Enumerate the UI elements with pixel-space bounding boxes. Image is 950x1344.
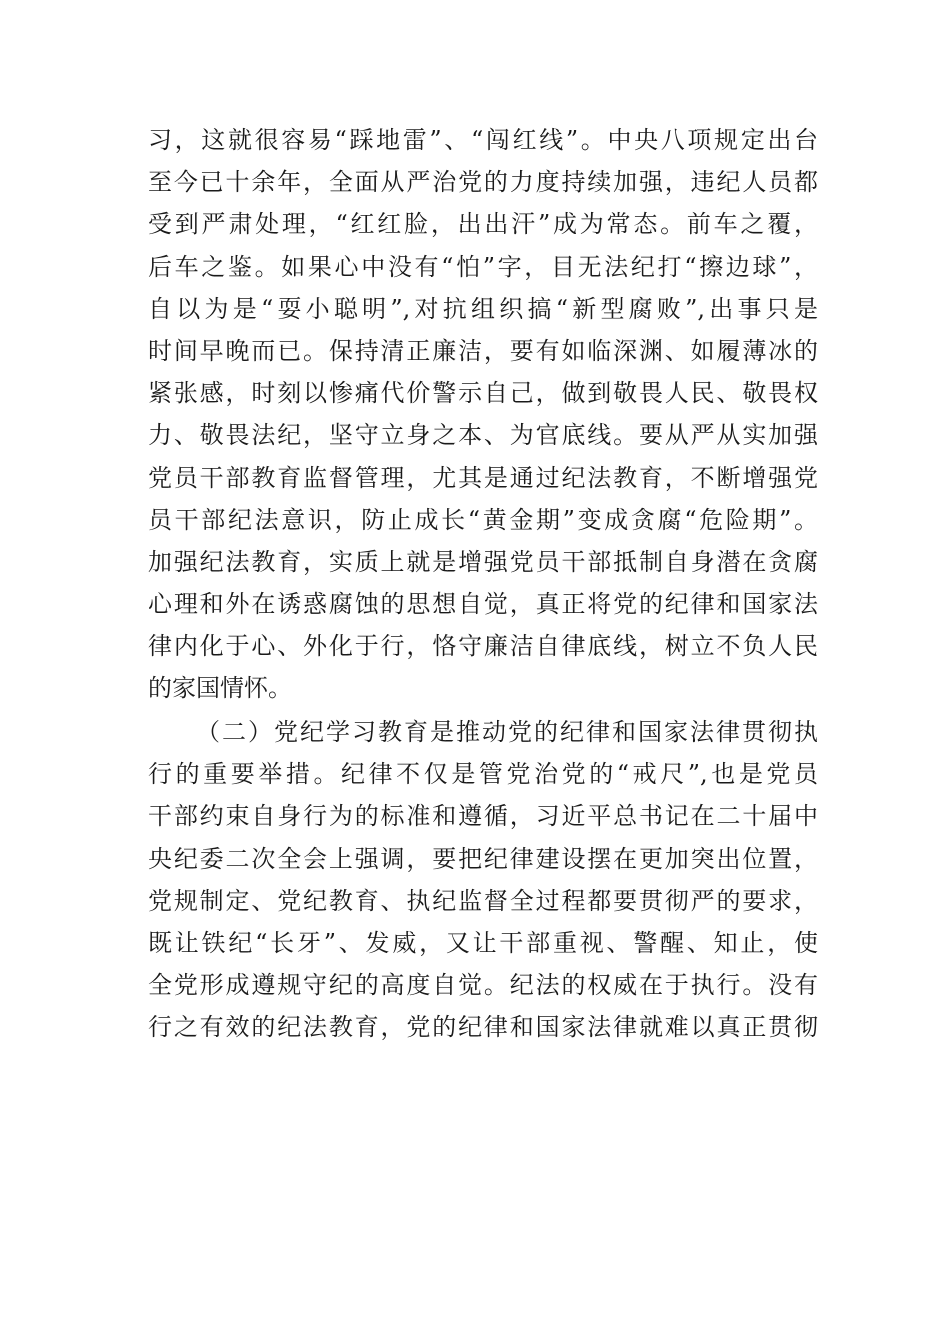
text-line: 干部约束自身行为的标准和遵循，习近平总书记在二十届中 [148, 802, 818, 831]
text-line: 律内化于心、外化于行，恪守廉洁自律底线，树立不负人民 [148, 632, 818, 661]
paragraph-2 [148, 711, 818, 1049]
text-line: 紧张感，时刻以惨痛代价警示自己，做到敬畏人民、敬畏权 [148, 379, 818, 408]
text-line: 的家国情怀。 [148, 674, 292, 703]
text-line: 党规制定、党纪教育、执纪监督全过程都要贯彻严的要求， [148, 886, 818, 915]
text-line: 全党形成遵规守纪的高度自觉。纪法的权威在于执行。没有 [148, 971, 818, 1000]
text-line: 员干部纪法意识，防止成长“黄金期”变成贪腐“危险期”。 [148, 505, 818, 534]
text-line: 受到严肃处理，“红红脸，出出汗”成为常态。前车之覆， [148, 210, 818, 239]
text-line: 行的重要举措。纪律不仅是管党治党的“戒尺”,也是党员 [148, 760, 818, 789]
text-line: 时间早晚而已。保持清正廉洁，要有如临深渊、如履薄冰的 [148, 336, 818, 365]
text-line: 加强纪法教育，实质上就是增强党员干部抵制自身潜在贪腐 [148, 547, 818, 576]
paragraph-1 [148, 119, 818, 710]
text-line: 习，这就很容易“踩地雷”、“闯红线”。中央八项规定出台 [148, 126, 818, 154]
text-line: （二）党纪学习教育是推动党的纪律和国家法律贯彻执 [196, 718, 818, 746]
text-line: 央纪委二次全会上强调，要把纪律建设摆在更加突出位置， [148, 844, 818, 873]
text-line: 后车之鉴。如果心中没有“怕”字，目无法纪打“擦边球”， [148, 252, 818, 281]
text-line: 自以为是“耍小聪明”,对抗组织搞“新型腐败”,出事只是 [148, 294, 818, 323]
text-line: 心理和外在诱惑腐蚀的思想自觉，真正将党的纪律和国家法 [148, 590, 818, 619]
text-line: 党员干部教育监督管理，尤其是通过纪法教育，不断增强党 [148, 463, 818, 492]
text-line: 行之有效的纪法教育，党的纪律和国家法律就难以真正贯彻 [148, 1013, 818, 1042]
text-line: 既让铁纪“长牙”、发威，又让干部重视、警醒、知止，使 [148, 928, 818, 957]
text-line: 力、敬畏法纪，坚守立身之本、为官底线。要从严从实加强 [148, 421, 818, 450]
text-line: 至今已十余年，全面从严治党的力度持续加强，违纪人员都 [148, 168, 818, 197]
